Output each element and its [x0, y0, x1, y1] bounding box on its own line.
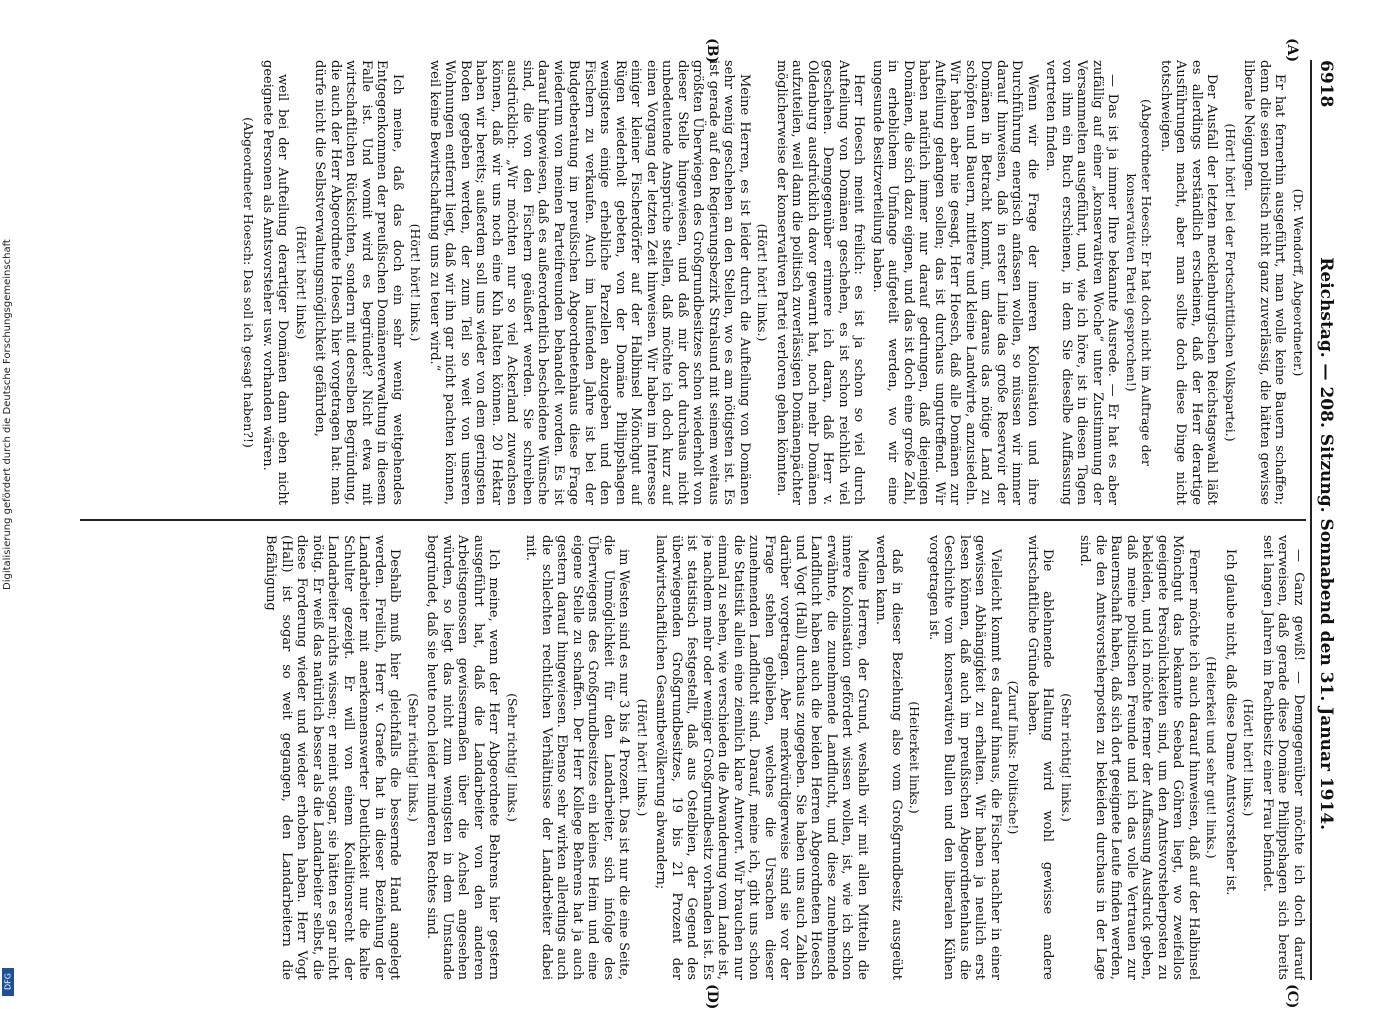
paragraph: (Abgeordneter Hoesch: Das soll ich gesagt haben?!) — [241, 117, 257, 448]
paragraph: (Sehr richtig! links.) — [505, 693, 520, 822]
speaker-line: (Dr. Wendorff, Abgeordneter.) — [1291, 188, 1306, 377]
paragraph: Vielleicht kommt es darauf hinaus, die Fischer nachher in einer gewissen Abhängigkeit zu erhalten. Wir haben ja neulich erst lesen können, daß auch im preußischen Abgeordnetenhaus die Geschichte vom konservativen Bullen und den liberalen Kühen vorgetragen ist. — [926, 535, 1003, 980]
paragraph: (Sehr richtig! links.) — [1059, 693, 1074, 822]
margin-marker-b: (B) — [704, 38, 720, 64]
paragraph: Er hat fernerhin ausgeführt, man wolle keine Bauern schaffen; denn die seien politisch nicht ganz zuverlässig, die hätten gewisse liberale Neigungen. — [1241, 60, 1288, 505]
paragraph: — Das ist ja immer Ihre bekannte Ausrede. — Er hat es aber zufällig auf einer „konservativen Woche“ unter Zustimmung der Versammelten ausgeführt, und, wie ich höre, ist in diesen Tagen von ihm ein Buch erschienen, in dem Sie dieselbe Auffassung vertreten finden. — [1043, 60, 1121, 505]
paragraph: im Westen sind es nur 3 bis 4 Prozent. Das ist nur die eine Seite, die Unmöglichkeit für den Landarbeiter, sich infolge des Überwiegens des Großgrundbesitzes ein kleines Heim und eine eigene Stelle zu schaffen. Der Herr Kollege Behrens hat ja auch gestern darauf hingewiesen. Ebenso sehr wirken allerdings auch die schlechten rechtlichen Verhältnisse der Landarbeiter dabei mit. — [523, 535, 632, 980]
paragraph: Wenn wir die Frage der inneren Kolonisation und ihre Durchführung energisch anfassen wollen, so müssen wir immer darauf hinweisen, daß in erster Linie das große Reservoir der Domänen in Betracht kommt, um daraus das nötige Land zu schöpfen und Bauern, mittlere und kleine Landwirte, anzusiedeln. Wir haben aber nie gesagt, Herr Hoesch, daß alle Domänen zur Aufteilung gelangen sollen; das ist durchaus ungutreffend. Wir haben natürlich immer nur darauf gedrungen, daß diejenigen Domänen, die sich dazu eignen, und das ist doch eine große Zahl, in erheblichem Umfange aufgeteilt werden, wo wir eine ungesunde Besitzverteilung haben. — [870, 60, 1040, 505]
paragraph: Ich glaube nicht, daß diese Dame Amtsvorsteher ist. — [1223, 549, 1238, 896]
digitization-credit: Digitalisierung gefördert durch die Deutsche Forschungsgemeinschaft — [2, 239, 13, 590]
paragraph: Der Ausfall der letzten mecklenburgischen Reichstagswahl läßt es allerdings verständlich erscheinen, daß der Herr derartige Ausführungen macht, aber man sollte doch diese Dinge nicht totschweigen. — [1158, 60, 1220, 505]
paragraph: Ich meine, daß das doch ein sehr wenig weitgehendes Entgegenkommen der preußischen Domänenverwaltung in diesem Falle ist. Und womit wird es begründet? Nicht etwa mit wirtschaftlichen Rücksichten, sondern mit derselben Begründung, die auch der Herr Abgeordnete Hoesch hier vorgetragen hat: man dürfe nicht die Selbstverwaltungsmöglichkeit gefährden, — [312, 60, 405, 505]
paragraph: Ferner möchte ich auch darauf hinweisen, daß auf der Halbinsel Mönchgut das bekannte Seebad Göhren liegt, wo zweifellos geeignete Persönlichkeiten sind, um den Amtsvorsteherposten zu bekleiden, und ich möchte ferner der Auffassung Ausdruck geben, daß meine politischen Freunde und ich das volle Vertrauen zur Bauernschaft haben, daß sich dort geeignete Leute finden werden, die den Amtsvorsteherposten zu bekleiden durchaus in der Lage sind. — [1077, 535, 1201, 980]
paragraph: Die ablehnende Haltung wird wohl gewisse andere wirtschaftliche Gründe haben. — [1025, 535, 1056, 980]
margin-marker-d: (D) — [704, 984, 720, 1009]
paragraph: weil bei der Aufteilung derartiger Domänen dann eben nicht geeignete Personen als Amtsvorsteher usw. vorhanden wären. — [260, 60, 291, 505]
text-columns — [80, 60, 1306, 980]
rotated-content — [80, 38, 1340, 1009]
right-column — [80, 535, 1306, 980]
paragraph: (Hört! hört! bei der Fortschrittlichen Volkspartei.) — [1223, 123, 1238, 442]
paragraph: Ich meine, wenn der Herr Abgeordnete Behrens hier gestern ausgeführt hat, daß die Landarbeiter von den anderen Arbeitsgenossen gewissermaßen über die Achsel angesehen würden, so liegt das nicht zum wenigsten in dem Umstande begründet, daß sie heute noch leider minderen Rechtes sind. — [424, 535, 502, 980]
left-column — [80, 60, 1306, 505]
paragraph: (Hört! hört! links.) — [408, 223, 424, 342]
page-number: 6918 — [1316, 60, 1336, 108]
paragraph: (Heiterkeit und sehr gut! links.) — [1204, 656, 1220, 859]
paragraph: (Abgeordneter Hoesch: Er hat doch nicht im Auftrage der konservativen Partei gesprochen!) — [1124, 98, 1155, 467]
paragraph: Meine Herren, es ist leider durch die Aufteilung von Domänen sehr wenig geschehen an den Stellen, wo es am nötigsten ist. Es ist gerade auf den Regierungsbezirk Stralsund mit seinem weitaus größten Überwiegen des Großgrundbesitzes schon wiederholt von dieser Stelle hingewiesen, und daß mir dort durchaus nicht unbedeutende Ansprüche stellen, daß möchte ich doch kurz auf einen Vorgang der letzten Zeit hinweisen. Wir haben im Interesse einiger kleiner Fischerdörfer auf der Halbinsel Mönchgut auf Rügen wiederholt gebeten, von der Domäne Philippshagen wenigstens einige erhebliche Parzellen abzugeben und den Fischern zu verkaufen. Auch im laufenden Jahre ist bei der Budgetberatung im preußischen Abgeordnetenhaus diese Frage wiederum von meinen Parteifreunden behandelt worden. Es ist darauf hingewiesen, daß es außerordentlich bescheidene Wünsche sind, die von den Fischern geäußert werden. Sie schreiben ausdrücklich: „Wir möchten nur so viel Ackerland zuwachsen können, daß wir uns noch eine Kuh halten können. 20 Hektar haben wir bereits; außerdem soll uns wieder von dem geringsten Boden gegeben werden, der zum Teil so weit von unseren Wohnungen entfernt liegt, daß wir ihn gar nicht pachten können, weil keine Bewirtschaftung uns zu teuer wird.“ — [427, 60, 752, 505]
paragraph: (Hört! hört! links) — [294, 225, 309, 340]
paragraph: (Sehr richtig! links.) — [406, 693, 421, 822]
paragraph: Herr Hoesch meint freilich: es ist ja schon so viel durch Aufteilung von Domänen geschehen, es ist schon reichlich viel geschehen. Demgegenüber erinnere ich daran, daß Herr v. Oldenburg ausdrücklich davor gewarnt hat, noch mehr Domänen aufzuteilen, weil dann die politisch zuverlässigen Domänenpächter möglicherweise der konservativen Partei verloren gehen könnten. — [774, 60, 867, 505]
paragraph: (Hört! hört! links.) — [1241, 698, 1257, 817]
paragraph: (Hört! hört! links.) — [755, 223, 771, 342]
page-title: Reichstag. — 208. Sitzung. Sonnabend den 31. Januar 1914. — [1316, 257, 1336, 831]
page-header — [1310, 60, 1340, 980]
paragraph: Meine Herren, der Grund, weshalb wir mit allen Mitteln die innere Kolonisation gefördert wissen wollen, ist, wie ich schon erwähnte, die zunehmende Landflucht, und diese zunehmende Landflucht haben auch die beiden Herren Abgeordneten Hoesch und Vogt (Hall) durchaus zugegeben. Sie haben uns auch Zahlen darüber vorgetragen. Aber merkwürdigerweise sind sie vor der Frage stehen geblieben, welches die Ursachen dieser zunehmenden Landflucht sind. Darauf, meine ich, gibt uns schon die Statistik allein eine ziemlich klare Antwort. Wir brauchen nur einmal zu sehen, wie verschieden die Abwanderung vom Lande ist, je nachdem mehr oder weniger Großgrundbesitz vorhanden ist. Es ist statistisch festgestellt, daß aus Ostelbien, der Gegend des überwiegenden Großgrundbesitzes, 19 bis 21 Prozent der landwirtschaftlichen Gesamtbevölkerung abwandern; — [653, 535, 870, 980]
dfg-logo: DFG — [2, 968, 14, 996]
margin-marker-c: (C) — [1284, 984, 1300, 1009]
paragraph: (Hört! hört! links.) — [635, 698, 650, 817]
paragraph: (Zuruf links: Politische!) — [1006, 680, 1022, 835]
paragraph: Deshalb muß hier gleichfalls die bessernde Hand angelegt werden. Freilich, Herr v. Graefe hat in dieser Beziehung der Landarbeiter mit anerkennenswerter Deutlichkeit nur die kalte Schulter gezeigt. Er will von einem Koalitionsrecht der Landarbeiter nichts wissen; er meint sogar, sie hätten es gar nicht nötig. Er weiß das natürlich besser als die Landarbeiter selbst, die diese Forderung wieder und wieder erhoben haben. Herr Vogt (Hall) ist sogar so weit gegangen, den Landarbeitern die Befähigung — [263, 535, 403, 980]
column-divider — [80, 519, 1306, 521]
margin-marker-a: (A) — [1284, 38, 1300, 63]
paragraph: — Ganz gewiß! — Demgegenüber möchte ich doch darauf verweisen, daß gerade diese Domäne Philippshagen sich bereits seit langen Jahren im Pachtbesitz einer Frau befindet. — [1260, 535, 1306, 980]
paragraph: (Heiterkeit links.) — [907, 701, 923, 814]
paragraph: daß in dieser Beziehung also vom Großgrundbesitz ausgeübt werden kann. — [873, 535, 904, 980]
